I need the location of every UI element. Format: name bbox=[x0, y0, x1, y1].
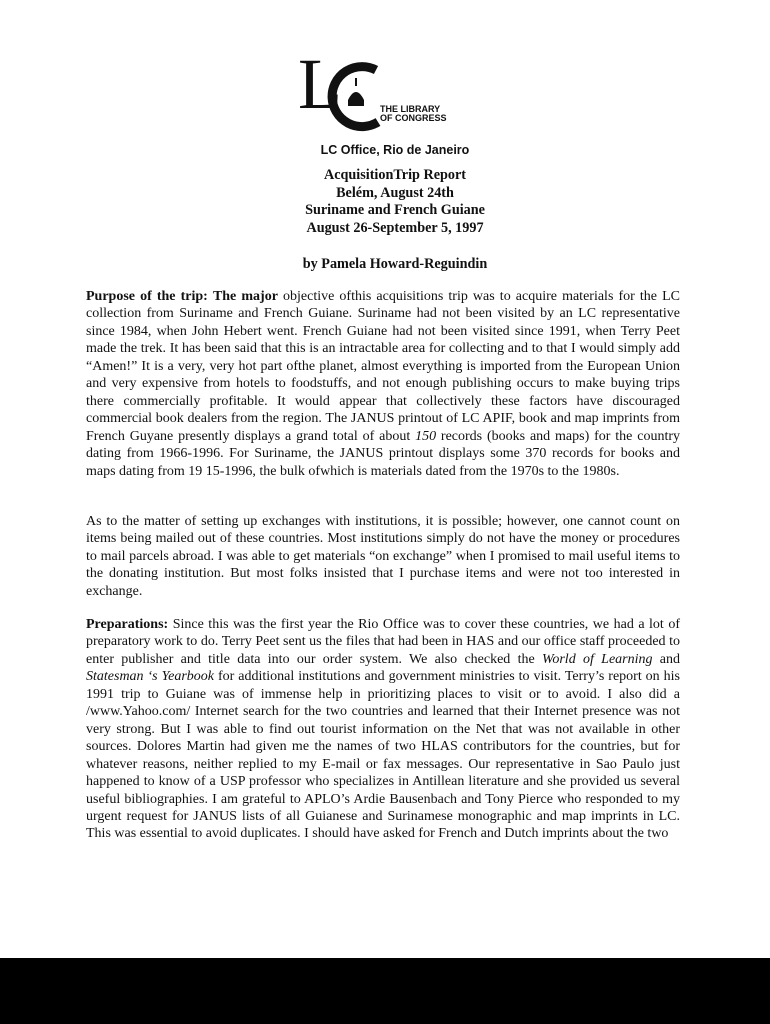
trip-dates: August 26-September 5, 1997 bbox=[306, 220, 484, 237]
purpose-paragraph bbox=[86, 288, 680, 480]
office-name: LC Office, Rio de Janeiro bbox=[320, 143, 470, 157]
record-count: 150 bbox=[415, 428, 437, 444]
report-title-block bbox=[0, 167, 770, 238]
logo-line1: THE LIBRARY bbox=[380, 104, 441, 114]
library-of-congress-logo bbox=[298, 48, 478, 134]
report-title: AcquisitionTrip Report bbox=[323, 167, 466, 183]
logo-letter-l: L bbox=[298, 48, 342, 124]
scan-footer-band bbox=[0, 958, 770, 1024]
purpose-text-2: records (books and maps) for the country dating from 1966-1996. For Suriname, the JANUS printout displays some 370 records for books and maps dating from 19 15-1996, the bulk ofwhich is materials dated from the 1970s to the 1980s. bbox=[86, 428, 681, 479]
purpose-text: objective ofthis acquisitions trip was to acquire materials for the LC collection from Suriname and French Guiane. Suriname had not been visited by an LC representative since 1984, when John Hebert went. French Guiane had not been visited since 1991, when Terry Peet made the trek. It has been said that this is an intractable area for collecting and to that I would simply add “Amen!” It is a very, very hot part ofthe planet, almost everything is imported from the European Union and very expensive from hotels to foodstuffs, and not enough publishing occurs to make buying trips there commercially profitable. It would appear that collectively these factors have discouraged commercial book dealers from the region. The JANUS printout of LC APIF, book and map imprints from French Guyane presently displays a grand total of about bbox=[86, 289, 680, 444]
and-text: and bbox=[652, 651, 680, 667]
place-date: Belém, August 24th bbox=[336, 184, 454, 201]
world-of-learning-title: World of Learning bbox=[541, 651, 653, 667]
purpose-lead: The major bbox=[212, 289, 278, 304]
statesmans-yearbook-title: Statesman ‘s Yearbook bbox=[86, 669, 214, 685]
capitol-dome-icon bbox=[348, 92, 364, 106]
preparations-text-b: for additional institutions and government ministries to visit. Terry’s report on his 1991 trip to Guiane was of immense help in prioritizing places to visit or to avoid. I also did a /www.Yahoo.com/ Internet search for the two countries and learned that their Internet presence was not very strong. But I was able to find out tourist information on the Net that was not available in other sources. Dolores Martin had given me the names of two HLAS contributors for the countries, but for whatever reasons, neither replied to my E-mail or fax messages. Our representative in Sao Paulo just happened to know of a USP professor who specializes in Antillean literature and she provided us several useful bibliographies. I am grateful to APLO’s Ardie Bausenbach and Tony Pierce who responded to my urgent request for JANUS lists of all Guianese and Surinamese monographic and map imprints in LC. This was essential to avoid duplicates. I should have asked for French and Dutch imprints about the two bbox=[86, 669, 680, 842]
logo-line2: OF CONGRESS bbox=[380, 113, 447, 123]
preparations-paragraph bbox=[86, 616, 680, 843]
preparations-text-a: Since this was the first year the Rio Office was to cover these countries, we had a lot of preparatory work to do. Terry Peet sent us the files that had been in HAS and our office staff proceeded to enter publisher and title data into our order system. We also checked the bbox=[86, 617, 680, 667]
preparations-heading: Preparations: bbox=[86, 617, 169, 632]
countries: Suriname and French Guiane bbox=[305, 202, 485, 219]
purpose-heading: Purpose of the trip: bbox=[86, 289, 208, 304]
exchanges-paragraph: As to the matter of setting up exchanges with institutions, it is possible; however, one cannot count on items being mailed out of these countries. Most institutions simply do not have the money or procedures to mail parcels abroad. I was able to get materials “on exchange” when I promised to mail useful items to the donating institution. But most folks insisted that I purchase items and were not too interested in exchange. bbox=[86, 514, 680, 599]
author-line: by Pamela Howard-Reguindin bbox=[302, 256, 488, 272]
